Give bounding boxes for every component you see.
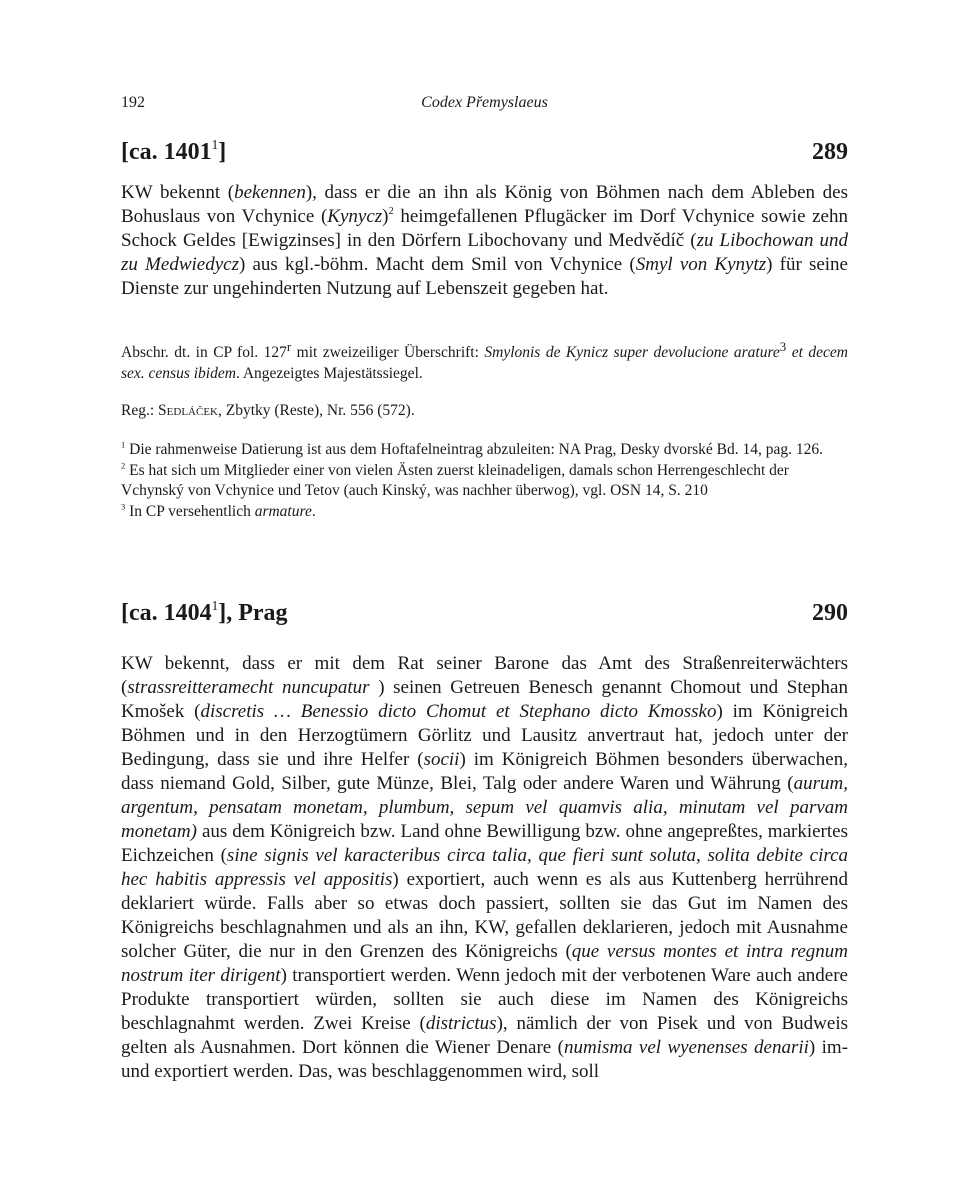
running-head <box>121 94 848 118</box>
footnote-2: $^2$ Es hat sich um Mitglieder einer von vielen Ästen zuerst kleinadeligen, damals schon Herrengeschlecht der Vchynský von Vchynice und Tetov (auch Kinský, was nachher überwog), vgl. OSN 14, S. 210 <box>121 460 789 499</box>
entry-number: 290 <box>812 600 848 626</box>
footnote-ref: 3 <box>779 339 787 354</box>
footnote-ref: 1 <box>211 137 219 153</box>
entry-date: [ca. 1404$^1$], Prag <box>121 598 288 626</box>
running-title: Codex Přemyslaeus <box>421 94 548 111</box>
entry-number: 289 <box>812 139 848 165</box>
footnote-1: $^1$ Die rahmenweise Datierung ist aus dem Hoftafelneintrag abzuleiten: NA Prag, Desky dvorské Bd. 14, pag. 126. <box>121 439 824 458</box>
footnotes <box>121 440 848 522</box>
entry-date: [ca. 1401$^1$] <box>121 137 227 165</box>
source-note: Abschr. dt. in CP fol. 127$^r$ mit zweizeiliger Überschrift: Smylonis de Kynicz super devolucione arature$^3$ et decem sex. census ibidem. Angezeigtes Majestätssiegel. <box>121 339 848 383</box>
entry-heading-290 <box>121 600 848 634</box>
entry-heading-289 <box>121 139 848 173</box>
footnote-ref: 2 <box>388 206 394 218</box>
entry-regest: KW bekennt (bekennen), dass er die an ihn als König von Böhmen nach dem Ableben des Bohuslaus von Vchynice (Kynycz)$^2$ heimgefallenen Pflugäcker im Dorf Vchynice sowie zehn Schock Geldes [Ewigzinses] in den Dörfern Libochovany und Medvědíč (zu Libochowan und zu Medwiedycz) aus kgl.-böhm. Macht dem Smil von Vchynice (Smyl von Kynytz) für seine Dienste zur ungehinderten Nutzung auf Lebenszeit gegeben hat. <box>121 182 848 299</box>
footnote-ref: 1 <box>211 598 219 614</box>
footnote-3: $^3$ In CP versehentlich armature. <box>121 501 316 520</box>
entry-regest: KW bekennt, dass er mit dem Rat seiner Barone das Amt des Straßenreiterwächters (strassreitteramecht nuncupatur ) seinen Getreuen Benesch genannt Chomout und Stephan Kmošek (discretis … Benessio dicto Chomut et Stephano dicto Kmossko) im Königreich Böhmen und in den Herzogtümern Görlitz und Lausitz anvertraut hat, jedoch unter der Bedingung, dass sie und ihre Helfer (socii) im Königreich Böhmen besonders überwachen, dass niemand Gold, Silber, gute Münze, Blei, Talg oder andere Waren und Währung (aurum, argentum, pensatam monetam, plumbum, sepum vel quamvis alia, minutam vel parvam monetam) aus dem Königreich bzw. Land ohne Bewilligung bzw. ohne angepreßtes, markiertes Eichzeichen (sine signis vel karacteribus circa talia, que fieri sunt soluta, solita debite circa hec habitis appressis vel appositis) exportiert, auch wenn es als aus Kuttenberg herrührend deklariert würde. Falls aber so etwas doch passiert, sollten sie das Gut im Namen des Königreichs beschlagnahmen und als an ihn, KW, gefallen deklarieren, jedoch mit Ausnahme solcher Güter, die nur in den Grenzen des Königreichs (que versus montes et intra regnum nostrum iter dirigent) transportiert werden. Wenn jedoch mit der verbotenen Ware auch andere Produkte transportiert würden, sollten sie auch diese im Namen des Königreichs beschlagnahmt werden. Zwei Kreise (districtus), nämlich der von Pisek und von Budweis gelten als Ausnahmen. Dort können die Wiener Denare (numisma vel wyenenses denarii) im- und exportiert werden. Das, was beschlaggenommen wird, soll <box>121 653 849 1082</box>
page-number: 192 <box>121 94 145 111</box>
registry-note: Reg.: Sedláček, Zbytky (Reste), Nr. 556 (572). <box>121 402 415 419</box>
